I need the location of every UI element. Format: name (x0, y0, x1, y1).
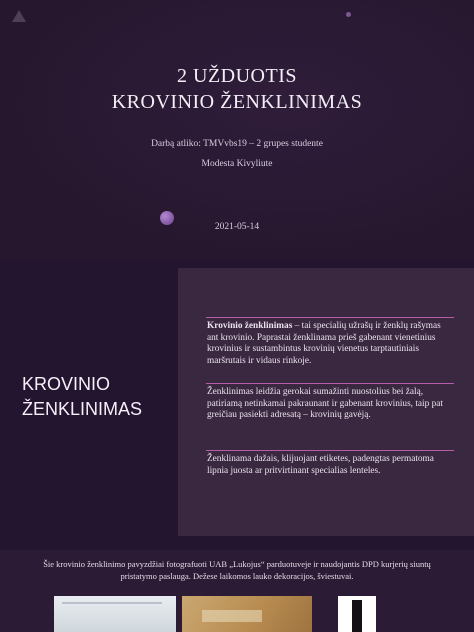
definition-text: – tai specialių užrašų ir ženklų rašymas ant krovinio. Paprastai ženklinama prieš gabenant vienetinius krovinius ir sustambintus krovinių vienetus tarptautiniais maršrutais ir vidaus rinkoje. (207, 321, 441, 366)
divider (206, 383, 454, 384)
paragraph-benefits: Ženklinimas leidžia gerokai sumažinti nuostolius bei žalą, patiriamą netinkamai pakraunant ir gabenant krovinius, taip pat greičiau pasiekti adresatą – krovinių gavėją. (207, 387, 443, 420)
divider (206, 317, 454, 318)
slide-date: 2021-05-14 (214, 222, 260, 232)
section-title-line-1: KROVINIO (22, 374, 111, 394)
dot-decoration-icon (346, 12, 351, 17)
section-title-line-2: ŽENKLINIMAS (22, 399, 143, 419)
triangle-decoration-icon (12, 10, 26, 22)
slide-title (0, 63, 474, 115)
author-name: Modesta Kivyliute (201, 159, 273, 169)
title-slide (0, 0, 474, 260)
photo-caption: Šie krovinio ženklinimo pavyzdžiai fotografuoti UAB „Lukojus“ parduotuveje ir naudojantis DPD kurjerių siuntų pristatymo paslauga. Dežese laikomos lauko dekoracijos, šviestuvai. (43, 559, 431, 581)
photo-slide (0, 550, 474, 632)
title-line-1: 2 UŽDUOTIS (177, 65, 297, 87)
paragraph-definition (207, 321, 453, 367)
photo-box-cardboard (182, 596, 312, 632)
definition-term: Krovinio ženklinimas (207, 321, 293, 331)
photo-label (338, 596, 376, 632)
photo-box-white (54, 596, 176, 632)
content-slide (0, 260, 474, 550)
section-title (22, 372, 142, 422)
divider (206, 450, 454, 451)
title-line-2: KROVINIO ŽENKLINIMAS (111, 91, 363, 113)
author-line: Darbą atliko: TMVvbs19 – 2 grupes studente (151, 139, 323, 149)
paragraph-methods: Ženklinama dažais, klijuojant etiketes, padengtas permatoma lipnia juosta ar pritvirtinant specialias lenteles. (207, 454, 434, 476)
